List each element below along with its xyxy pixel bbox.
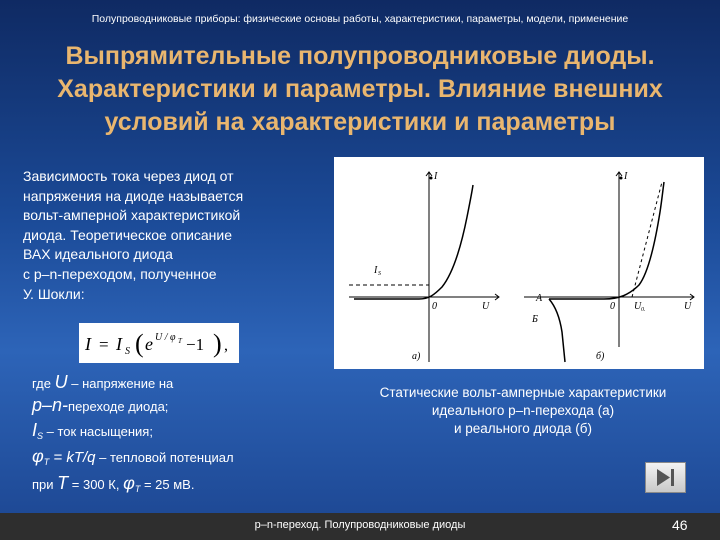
graph-a-i-label: I — [434, 171, 438, 182]
graph-a-caption: a) — [412, 351, 421, 362]
formula-lhs: I — [85, 334, 91, 354]
def-prefix: при — [32, 477, 54, 492]
def-text: – ток насыщения; — [43, 424, 153, 439]
iv-graphs-svg — [334, 157, 704, 369]
graph-a-is-label: I — [374, 265, 378, 276]
def-text: = 300 К, — [68, 477, 124, 492]
def-symbol-u: U — [54, 372, 68, 392]
title-line: Выпрямительные полупроводниковые диоды. — [65, 42, 655, 70]
graph-a-is-sub: S — [378, 271, 381, 277]
graph-a-origin: 0 — [432, 301, 437, 312]
caption-line: и реального диода (б) — [453, 421, 593, 436]
shockley-formula — [79, 323, 239, 363]
graph-b-breakdown — [549, 299, 565, 362]
title-line: условий на характеристики и параметры — [104, 108, 616, 136]
caption-line: идеального p–n-перехода (а) — [431, 403, 615, 418]
skip-to-end-icon — [646, 463, 685, 492]
formula-paren-open: ( — [135, 329, 144, 358]
definition-voltage — [32, 372, 173, 393]
graph-b-i-dot — [620, 177, 623, 180]
intro-text — [23, 167, 323, 304]
formula-minus-one: −1 — [186, 335, 205, 354]
def-prefix: где — [32, 376, 51, 391]
def-sub: S — [37, 431, 44, 441]
graph-b-origin: 0 — [610, 301, 615, 312]
formula-svg — [79, 323, 239, 363]
graph-b-i-label: I — [624, 171, 628, 182]
graph-b-u-label: U — [684, 301, 692, 312]
definition-temperature — [32, 473, 194, 494]
graph-a-i-dot — [430, 177, 433, 180]
intro-line: напряжения на диоде называется — [23, 187, 244, 204]
graph-a-u-label: U — [482, 301, 490, 312]
intro-line: У. Шокли: — [23, 285, 85, 302]
formula-is: I — [116, 334, 122, 354]
figure-caption — [338, 384, 708, 438]
graph-b-u0-label: U — [634, 301, 642, 312]
graph-b-caption: б) — [596, 351, 605, 362]
graph-b-b-label: Б — [532, 314, 538, 325]
header-subtitle: Полупроводниковые приборы: физические основы работы, характеристики, параметры, модели, применение — [91, 13, 629, 25]
definition-thermal-potential — [32, 446, 234, 467]
def-sub: T — [134, 484, 141, 494]
intro-line: Зависимость тока через диод от — [23, 168, 234, 184]
slide-title — [10, 40, 710, 139]
graph-b-u0-sub: 0. — [641, 307, 646, 313]
formula-exponent: U / φ — [155, 332, 176, 343]
graph-b-curve — [549, 182, 664, 299]
def-symbol-t: T — [57, 473, 69, 493]
graph-a-curve — [354, 185, 473, 299]
graph-b-tangent — [632, 182, 662, 297]
intro-line: диода. Теоретическое описание — [23, 226, 233, 243]
formula-exponent-sub: T — [178, 337, 182, 345]
def-symbol-pn: p–n- — [32, 395, 69, 415]
def-symbol-i: I — [32, 420, 38, 440]
formula-comma: , — [224, 337, 228, 354]
def-symbol-phi: φ — [123, 473, 135, 493]
caption-line: Статические вольт-амперные характеристики — [379, 385, 667, 400]
def-text: – тепловой потенциал — [95, 450, 234, 465]
formula-e: e — [145, 334, 153, 354]
def-text: переходе диода; — [68, 399, 169, 414]
intro-line: с p–n-переходом, полученное — [23, 265, 217, 282]
definition-saturation-current — [32, 420, 153, 441]
intro-line: ВАХ идеального диода — [23, 246, 173, 263]
graph-b-a-label: A — [536, 293, 543, 304]
formula-paren-close: ) — [213, 329, 222, 358]
def-text: – напряжение на — [67, 376, 174, 391]
def-equation: = kT/q — [49, 449, 96, 466]
page-number: 46 — [672, 517, 688, 533]
footer-text: p–n-переход. Полупроводниковые диоды — [254, 519, 466, 531]
formula-is-sub: S — [125, 346, 130, 357]
def-symbol-phi: φ — [32, 446, 44, 466]
definition-junction — [32, 395, 168, 416]
def-sub: T — [43, 457, 50, 467]
formula-eq: = — [99, 335, 109, 354]
skip-to-end-button[interactable] — [645, 462, 686, 493]
title-line: Характеристики и параметры. Влияние внешних — [57, 75, 663, 103]
intro-line: вольт-амперной характеристикой — [23, 207, 241, 224]
iv-characteristics-figure — [334, 157, 704, 369]
def-text: = 25 мВ. — [140, 477, 195, 492]
